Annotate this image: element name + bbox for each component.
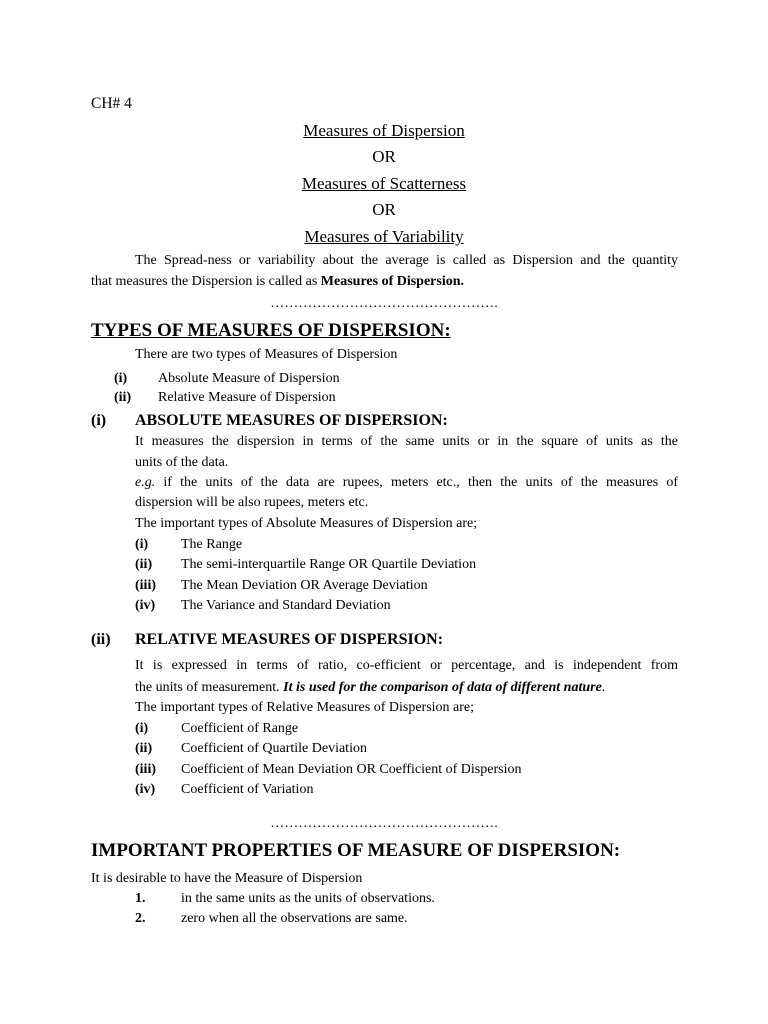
relative-item-text: Coefficient of Variation — [181, 782, 314, 797]
relative-section-heading: RELATIVE MEASURES OF DISPERSION: — [135, 631, 444, 648]
or-separator-2: OR — [372, 200, 396, 219]
chapter-label: CH# 4 — [91, 95, 132, 112]
relative-lead: The important types of Relative Measures of Dispersion are; — [135, 700, 475, 715]
intro-line-1: The Spread-ness or variability about the average is called as Dispersion and the quantity — [135, 253, 678, 268]
relative-item-num: (iii) — [135, 762, 156, 777]
absolute-item-num: (iii) — [135, 578, 156, 593]
types-item-num: (i) — [114, 371, 128, 386]
absolute-p1-line-1: It measures the dispersion in terms of the same units or in the square of units as the — [135, 434, 678, 449]
types-item-num: (ii) — [114, 390, 132, 405]
properties-lead: It is desirable to have the Measure of Dispersion — [91, 871, 363, 886]
absolute-section-num: (i) — [91, 412, 107, 429]
dotted-separator-2: …………………………………………. — [270, 816, 498, 831]
absolute-item-num: (iv) — [135, 598, 156, 613]
types-item-text: Absolute Measure of Dispersion — [158, 371, 340, 386]
properties-item-num: 2. — [135, 911, 146, 926]
title-measures-of-variability: Measures of Variability — [304, 227, 464, 246]
absolute-section-heading: ABSOLUTE MEASURES OF DISPERSION: — [135, 412, 448, 429]
absolute-eg-line-1: e.g. if the units of the data are rupees, meters etc., then the units of the measures of — [135, 475, 678, 490]
absolute-lead: The important types of Absolute Measures of Dispersion are; — [135, 516, 478, 531]
absolute-item-text: The Mean Deviation OR Average Deviation — [181, 578, 428, 593]
relative-item-text: Coefficient of Quartile Deviation — [181, 741, 367, 756]
relative-item-num: (i) — [135, 721, 149, 736]
types-heading: TYPES OF MEASURES OF DISPERSION: — [91, 320, 451, 341]
properties-item-text: in the same units as the units of observations. — [181, 891, 435, 906]
absolute-item-num: (i) — [135, 537, 149, 552]
absolute-item-text: The Variance and Standard Deviation — [181, 598, 391, 613]
relative-item-text: Coefficient of Mean Deviation OR Coefficient of Dispersion — [181, 762, 522, 777]
absolute-item-num: (ii) — [135, 557, 153, 572]
absolute-p1-line-2: units of the data. — [135, 455, 229, 470]
relative-item-num: (ii) — [135, 741, 153, 756]
dotted-separator-1: …………………………………………. — [270, 296, 498, 311]
absolute-item-text: The semi-interquartile Range OR Quartile Deviation — [181, 557, 477, 572]
title-measures-of-scatterness: Measures of Scatterness — [301, 174, 467, 193]
properties-item-num: 1. — [135, 891, 146, 906]
absolute-eg-line-2: dispersion will be also rupees, meters etc. — [135, 495, 369, 510]
properties-item-text: zero when all the observations are same. — [181, 911, 408, 926]
relative-p1-line-1: It is expressed in terms of ratio, co-efficient or percentage, and is independent from — [135, 658, 678, 673]
types-lead: There are two types of Measures of Dispersion — [135, 347, 398, 362]
relative-item-num: (iv) — [135, 782, 156, 797]
or-separator-1: OR — [372, 147, 396, 166]
types-item-text: Relative Measure of Dispersion — [158, 390, 336, 405]
absolute-item-text: The Range — [181, 537, 243, 552]
relative-section-num: (ii) — [91, 631, 111, 648]
properties-heading: IMPORTANT PROPERTIES OF MEASURE OF DISPERSION: — [91, 840, 621, 861]
relative-item-text: Coefficient of Range — [181, 721, 299, 736]
title-measures-of-dispersion: Measures of Dispersion — [303, 121, 465, 140]
relative-p1-line-2: the units of measurement. It is used for the comparison of data of different nature. — [135, 680, 606, 695]
intro-line-2: that measures the Dispersion is called as Measures of Dispersion. — [91, 274, 465, 289]
